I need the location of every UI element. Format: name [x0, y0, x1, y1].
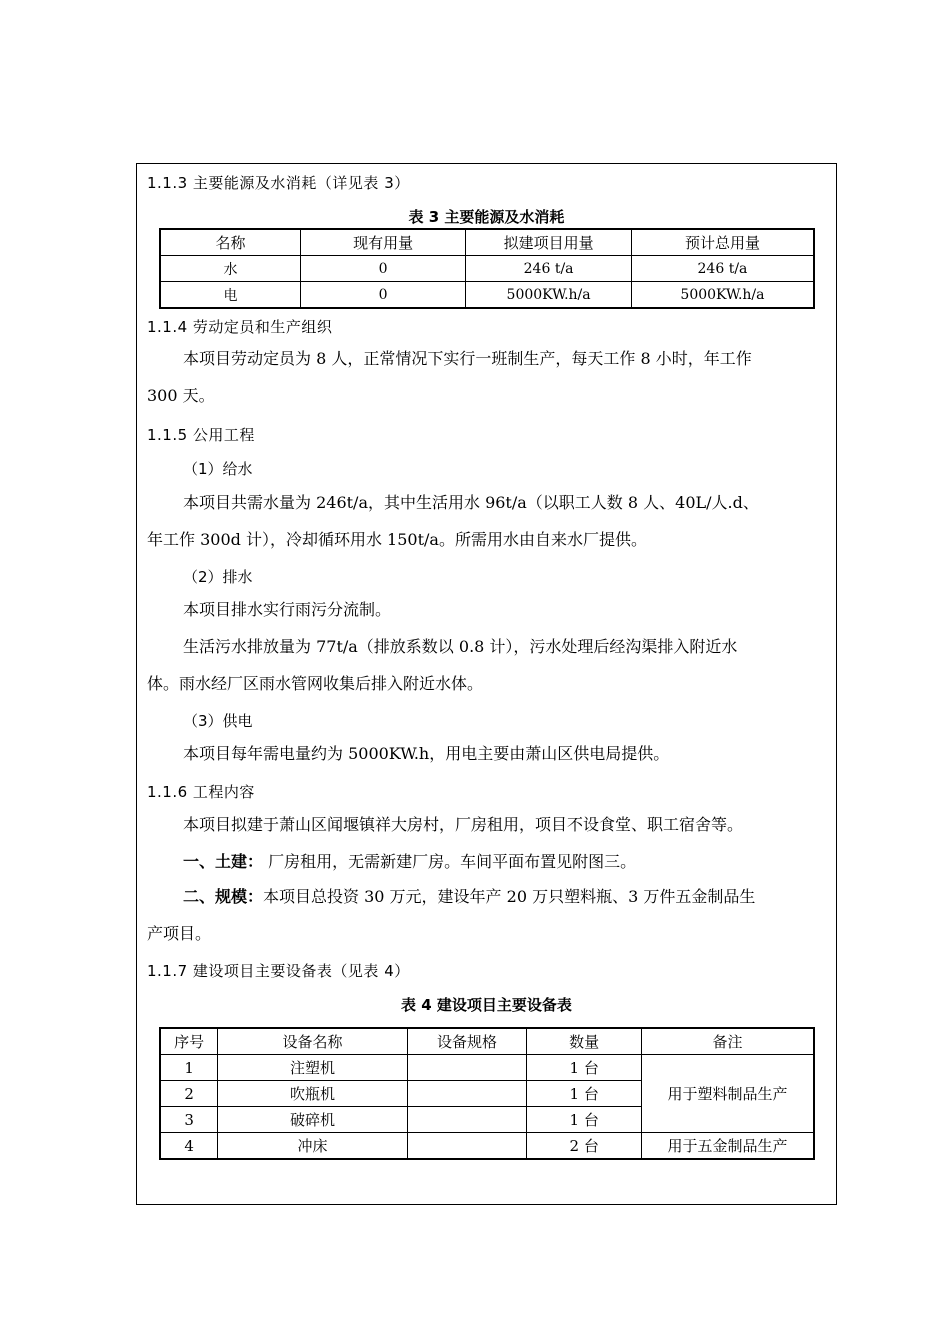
table-cell: 4	[160, 1133, 218, 1160]
document-frame	[136, 163, 837, 1205]
power-title: （3）供电	[183, 712, 253, 730]
table3-energy-water	[159, 228, 815, 309]
table-cell-note-metal: 用于五金制品生产	[642, 1133, 815, 1160]
table-header-cell: 名称	[160, 229, 300, 256]
table-header-cell: 预计总用量	[631, 229, 814, 256]
civil-works-label: 一、土建：	[183, 852, 264, 871]
table4-equipment	[159, 1027, 815, 1160]
table-cell: 1 台	[527, 1107, 642, 1133]
table-cell	[407, 1133, 527, 1160]
section-heading-1-1-7: 1.1.7 建设项目主要设备表（见表 4）	[147, 962, 410, 980]
staffing-paragraph-line-2: 300 天。	[147, 386, 215, 405]
power-paragraph: 本项目每年需电量约为 5000KW.h，用电主要由萧山区供电局提供。	[183, 744, 670, 763]
table-row	[160, 1055, 814, 1081]
table-header-row	[160, 229, 814, 256]
table-cell	[407, 1081, 527, 1107]
water-supply-line-2: 年工作 300d 计），冷却循环用水 150t/a。所需用水由自来水厂提供。	[147, 530, 647, 549]
civil-works-text: 厂房租用，无需新建厂房。车间平面布置见附图三。	[263, 852, 637, 871]
table-cell: 246 t/a	[631, 256, 814, 282]
table-row	[160, 282, 814, 309]
civil-works-line	[183, 852, 636, 872]
table3-caption: 表 3 主要能源及水消耗	[408, 208, 565, 226]
table-row	[160, 256, 814, 282]
drainage-paragraph-1: 本项目排水实行雨污分流制。	[183, 600, 392, 619]
table-cell: 吹瓶机	[218, 1081, 407, 1107]
section-heading-1-1-5: 1.1.5 公用工程	[147, 426, 255, 444]
table-header-cell: 序号	[160, 1028, 218, 1055]
table-cell: 2 台	[527, 1133, 642, 1160]
table-header-cell: 设备规格	[407, 1028, 527, 1055]
table-header-row	[160, 1028, 814, 1055]
table-cell: 电	[160, 282, 300, 309]
table-cell: 0	[300, 256, 465, 282]
table-cell: 5000KW.h/a	[631, 282, 814, 309]
table-cell	[407, 1107, 527, 1133]
table4-caption: 表 4 建设项目主要设备表	[401, 996, 572, 1014]
table-cell: 注塑机	[218, 1055, 407, 1081]
water-supply-title: （1）给水	[183, 460, 253, 478]
section-heading-1-1-4: 1.1.4 劳动定员和生产组织	[147, 318, 333, 336]
table-cell: 0	[300, 282, 465, 309]
table-cell: 1	[160, 1055, 218, 1081]
table-row	[160, 1133, 814, 1160]
table-cell: 1 台	[527, 1055, 642, 1081]
table-cell-note-plastic: 用于塑料制品生产	[642, 1055, 815, 1133]
table-cell: 3	[160, 1107, 218, 1133]
table-cell: 1 台	[527, 1081, 642, 1107]
scale-line-2: 产项目。	[147, 924, 212, 943]
section-heading-1-1-6: 1.1.6 工程内容	[147, 783, 255, 801]
table-header-cell: 现有用量	[300, 229, 465, 256]
works-paragraph: 本项目拟建于萧山区闻堰镇祥大房村，厂房租用，项目不设食堂、职工宿舍等。	[183, 815, 744, 834]
scale-label: 二、规模：	[183, 887, 264, 906]
section-heading-1-1-3: 1.1.3 主要能源及水消耗（详见表 3）	[147, 174, 410, 192]
table-header-cell: 数量	[527, 1028, 642, 1055]
water-supply-line-1: 本项目共需水量为 246t/a，其中生活用水 96t/a（以职工人数 8 人、40L/人.d、	[183, 493, 759, 512]
table-cell: 246 t/a	[466, 256, 632, 282]
table-cell: 5000KW.h/a	[466, 282, 632, 309]
table-header-cell: 拟建项目用量	[466, 229, 632, 256]
table-cell	[407, 1055, 527, 1081]
table-header-cell: 备注	[642, 1028, 815, 1055]
table-cell: 冲床	[218, 1133, 407, 1160]
table-cell: 破碎机	[218, 1107, 407, 1133]
table-header-cell: 设备名称	[218, 1028, 407, 1055]
scale-text: 本项目总投资 30 万元，建设年产 20 万只塑料瓶、3 万件五金制品生	[263, 887, 756, 906]
drainage-paragraph-2-line-2: 体。雨水经厂区雨水管网收集后排入附近水体。	[147, 674, 484, 693]
table-cell: 2	[160, 1081, 218, 1107]
drainage-paragraph-2-line-1: 生活污水排放量为 77t/a（排放系数以 0.8 计），污水处理后经沟渠排入附近水	[183, 637, 738, 656]
staffing-paragraph-line-1: 本项目劳动定员为 8 人，正常情况下实行一班制生产，每天工作 8 小时，年工作	[183, 349, 752, 368]
scale-line-1	[183, 887, 755, 907]
table-cell: 水	[160, 256, 300, 282]
drainage-title: （2）排水	[183, 568, 253, 586]
